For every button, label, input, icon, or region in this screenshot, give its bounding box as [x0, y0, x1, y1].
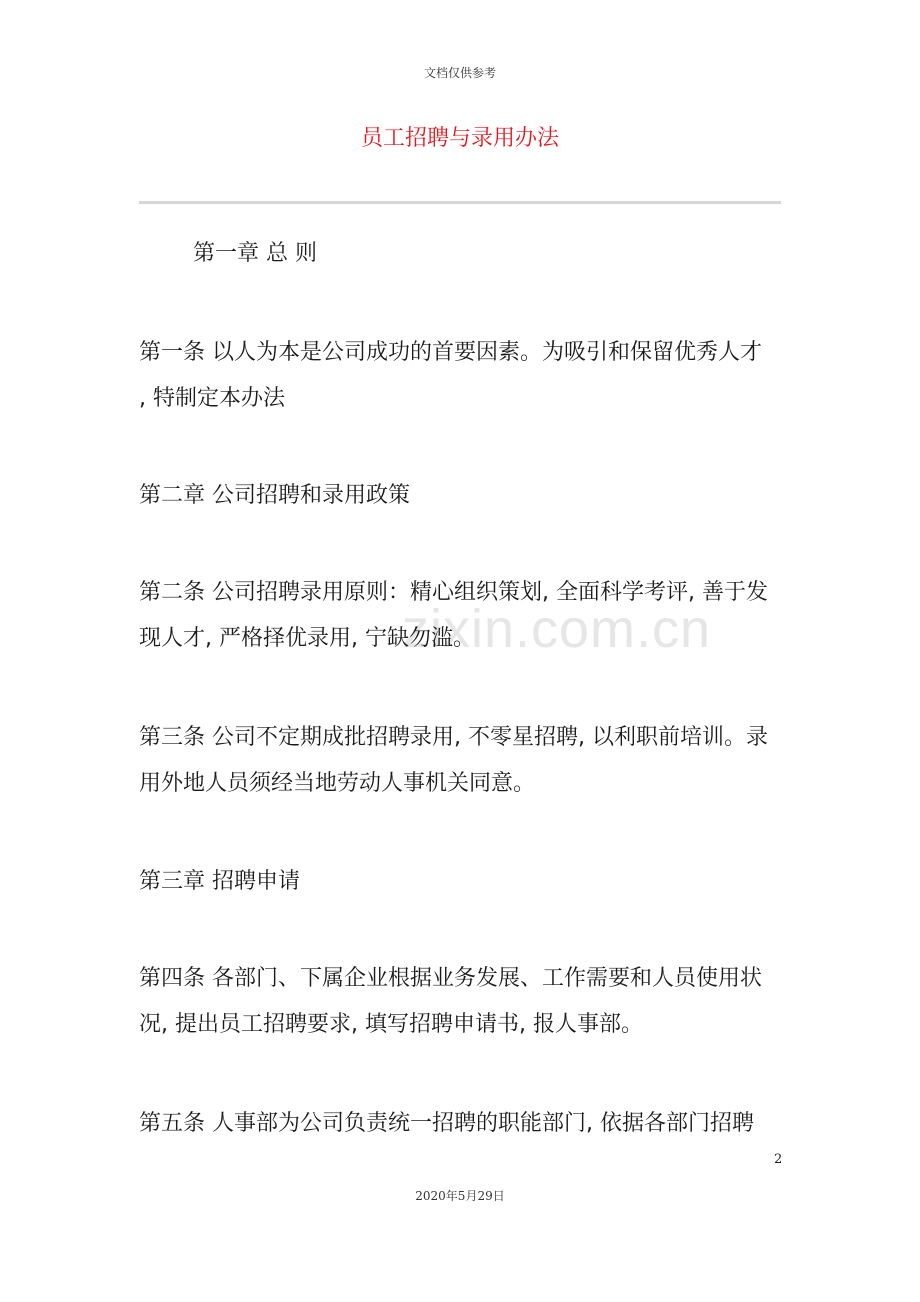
footer-date: 2020年5月29日 [415, 1189, 505, 1203]
title-divider [139, 201, 781, 204]
header-note: 文档仅供参考 [423, 66, 496, 80]
article-1 [139, 330, 789, 422]
article-2 [139, 570, 789, 662]
article-3-line-1: 第三条 公司不定期成批招聘录用, 不零星招聘, 以利职前培训。录 [139, 725, 768, 750]
article-4 [139, 956, 789, 1048]
article-2-line-1: 第二条 公司招聘录用原则：精心组织策划, 全面科学考评, 善于发 [139, 580, 768, 605]
chapter-heading-1: 第一章 总 则 [193, 241, 317, 266]
article-5-line-1: 第五条 人事部为公司负责统一招聘的职能部门, 依据各部门招聘 [139, 1111, 754, 1136]
article-2-line-2: 现人才, 严格择优录用, 宁缺勿滥。 [139, 626, 475, 651]
article-1-line-2: , 特制定本办法 [139, 386, 285, 411]
article-5 [139, 1101, 789, 1147]
watermark: zixin.com.cn [402, 599, 712, 659]
chapter-heading-3: 第三章 招聘申请 [139, 869, 300, 894]
chapter-heading-2: 第二章 公司招聘和录用政策 [139, 483, 410, 508]
page-number: 2 [774, 1152, 783, 1167]
article-4-line-1: 第四条 各部门、下属企业根据业务发展、工作需要和人员使用状 [139, 966, 762, 991]
document-title: 员工招聘与录用办法 [360, 126, 559, 151]
article-1-line-1: 第一条 以人为本是公司成功的首要因素。为吸引和保留优秀人才 [139, 340, 762, 365]
article-4-line-2: 况, 提出员工招聘要求, 填写招聘申请书, 报人事部。 [139, 1012, 643, 1037]
article-3-line-2: 用外地人员须经当地劳动人事机关同意。 [139, 771, 536, 796]
article-3 [139, 715, 789, 807]
